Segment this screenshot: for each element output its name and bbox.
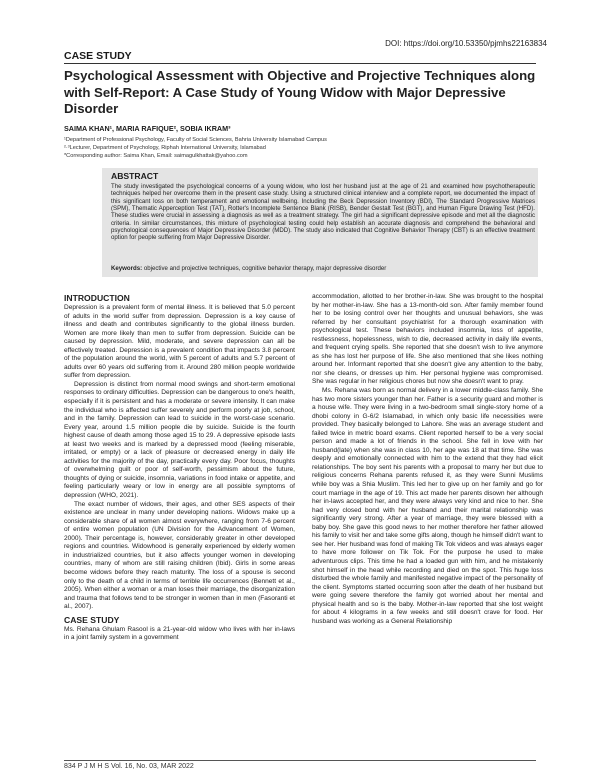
abstract-box	[102, 168, 538, 277]
affiliation-2: ²·³Lecturer, Department of Psychology, Riphah International University, Islamabad	[64, 145, 266, 151]
doi-link[interactable]: DOI: https://doi.org/10.53350/pjmhs22163834	[385, 39, 547, 48]
case-study-heading: CASE STUDY	[64, 614, 120, 625]
intro-paragraph-1: Depression is a prevalent form of mental illness. It is believed that 5.0 percent of adults in the world suffer from depression. Depression is a key cause of illness and death and contributes significantly to the global illness burden. Women are more likely than men to suffer from depression. Suicide can be caused by depression. Mild, moderate, and severe depression can all be effectively treated. Depression is a prevalent condition that impacts 3.8 percent of the population around the world, with 5 percent of adults and 5.7 percent of adults over 60 years old suffering from it. Around 280 million people worldwide suffer from depression.	[64, 304, 295, 380]
abstract-heading: ABSTRACT	[111, 171, 159, 181]
intro-paragraph-3: The exact number of widows, their ages, and other SES aspects of their existence are unclear in many under developing nations. Widows make up a considerable share of all women almost everywhere, ranging from 7-6 percent of entire women population (UN Division for the Advancement of Women, 2000). Their percentage is, however, considerably greater in other developed regions and countries. Widowhood is generally experienced by elderly women in industrialized countries, but it also affects younger women in developing countries, many of whom are still raising children (Ibid). Girls in some areas become widows before they reach maturity. The loss of a spouse is second only to the death of a child in terms of terrible life occurrences (Bennett et al., 2005). When either a woman or a man loses their marriage, the disorganization and trauma that follows tend to be stronger in women than in men (Fasoranti et al., 2007).	[64, 500, 295, 611]
page-footer: 834 P J M H S Vol. 16, No. 03, MAR 2022	[64, 763, 194, 770]
affiliation-1: ¹Department of Professional Psychology, Faculty of Social Sciences, Bahria University Islamabad Campus	[64, 137, 327, 143]
footer-rule	[64, 760, 536, 761]
right-paragraph-2: Ms. Rehana was born as normal delivery in a lower middle-class family. She has two more sisters younger than her. Father is a security guard and mother is a house wife. They were living in a two-bedroom small single-story home of a dhobi colony in G-6/2 Islamabad, in which only basic life necessities were provided. They basically belonged to Lahore. She was an average student and failed twice in metric board exams. Client reported herself to be a very social person and made a lot of friends in the school. She fell in love with her husband(late) when she was in class 10, her age was 18 at that time. She was deeply and emotionally connected with him to the extend that they had elicit relationships. The boy sent his parents with a proposal to marry her but due to religious concerns Rehana parents refused it, as they were Sunni Muslims while boy was a Shia Muslim. This led her to give up on her family and go for court marriage in the age of 19. This act made her parents disown her although her in-laws accepted her, and they were always very kind and nice to her. She had very closed bond with her husband and their marital relationship was significantly very strong. After a year of marriage, they were blessed with a baby boy. She gave this good news to her mother therefore her father allowed his family to visit her and take some gifts along, though he himself didn't want to see her. Her husband was fond of making Tik Tok videos and was always eager to have more follower on Tik Tok. For the purpose he used to make adventurous clips. This time he had a loaded gun with him, and he mistakenly shot himself in the head while recording and died on the spot. This huge loss disturbed the whole family and manifested negative impact of the personality of the client. Symptoms started occurring soon after the death of her husband but were going severe therefore the family got worried about her mental and physical health and so is the baby. Mother-in-law reported that she lost weight for about 4 kilograms in a few weeks and still doesn't crave for food. Her husband was working as a General Relationship	[312, 387, 543, 625]
intro-paragraph-2: Depression is distinct from normal mood swings and short-term emotional responses to ordinary difficulties. Depression can be dangerous to one's health, especially if it is persistent and has a moderate or severe intensity. It can make the individual who is affected suffer severely and perform poorly at job, school, and in the family. Depression can lead to suicide in the worst-case scenario. Every year, around 1.5 million people die by suicide. Suicide is the fourth highest cause of death among those aged 15 to 29. A depressive episode lasts at least two weeks and is marked by a depressed mood (feeling miserable, irritated, or empty) or a lack of pleasure or decreased energy in daily life activities for the majority of the day, practically every day. Poor focus, thoughts of overwhelming guilt or poor of self-worth, pessimism about the future, thoughts of dying or suicide, insomnia, variations in food intake or appetite, and feeling particularly weary or low in energy are all possible symptoms of depression (WHO, 2021).	[64, 380, 295, 500]
right-paragraph-1: accommodation, allotted to her brother-in-law. She was brought to the hospital by her mother-in-law. She has a 13-month-old son. After family member found her to be losing control over her thoughts and unusual behaviors, she was referred by her consultant psychiatrist for a thorough examination with psychological test. These behaviors included insomnia, loss of appetite, restlessness, hopelessness, wish to die, decreased activity in daily life events, and frequent crying spells. She reported that she doesn't wish to live anymore as she has lost her purpose of life. She also mentioned that she likes nothing around her. Informant reported that she doesn't give any attention to the baby, nor she cleans, or dresses up him. Her personal hygiene was compromised. She was regular in her religious chores but now she doesn't want to pray.	[312, 293, 543, 386]
abstract-text: The study investigated the psychological concerns of a young widow, who lost her husband just at the age of 21 and examined how psychotherapeutic techniques helped her overcome them in the present case study. Using a structured clinical interview and a complete report, we documented the impact of this significant loss on both temperament and emotional wellbeing. Including the Beck Depression Inventory (BDI), The Standard Progressive Matrices (SPM), Thematic Apperception Test (TAT), Rotter's Incomplete Sentence Blank (RISB), Bender Gestalt Test (BGT), and Human Figure Drawing Test (HFD). These studies were crucial in assessing a diagnosis as well as a treatment strategy. The girl had a significant depressive episode and met all the diagnostic criteria. In similar circumstances, this mixture of psychological testing could help establish an accurate diagnosis and comprehend the behavioral and psychological consequences of Major Depressive Disorder (MDD). The study also indicated that Cognitive Behavior Therapy (CBT) is an effective treatment option for people suffering from Major Depressive Disorder.	[111, 183, 535, 242]
author-list: SAIMA KHAN¹, MARIA RAFIQUE², SOBIA IKRAM³	[64, 124, 231, 133]
header-rule	[64, 63, 536, 64]
right-column	[312, 293, 543, 626]
keywords-line	[111, 265, 535, 272]
keywords-label: Keywords:	[111, 265, 143, 272]
case-paragraph-1: Ms. Rehana Ghulam Rasool is a 21-year-old widow who lives with her in-laws in a joint family system in a government	[64, 625, 295, 642]
left-column	[64, 293, 295, 643]
case-study-label: CASE STUDY	[64, 50, 132, 62]
corresponding-author: *Corresponding author: Saima Khan, Email: saimagulkhattak@yahoo.com	[64, 153, 248, 159]
introduction-heading: INTRODUCTION	[64, 293, 130, 303]
affiliations	[64, 136, 327, 160]
article-title: Psychological Assessment with Objective and Projective Techniques along with Self-Report: A Case Study of Young Widow with Major Depressive Disorder	[64, 68, 536, 116]
keywords-text: objective and projective techniques, cognitive behavior therapy, major depressive disorder	[143, 265, 387, 272]
